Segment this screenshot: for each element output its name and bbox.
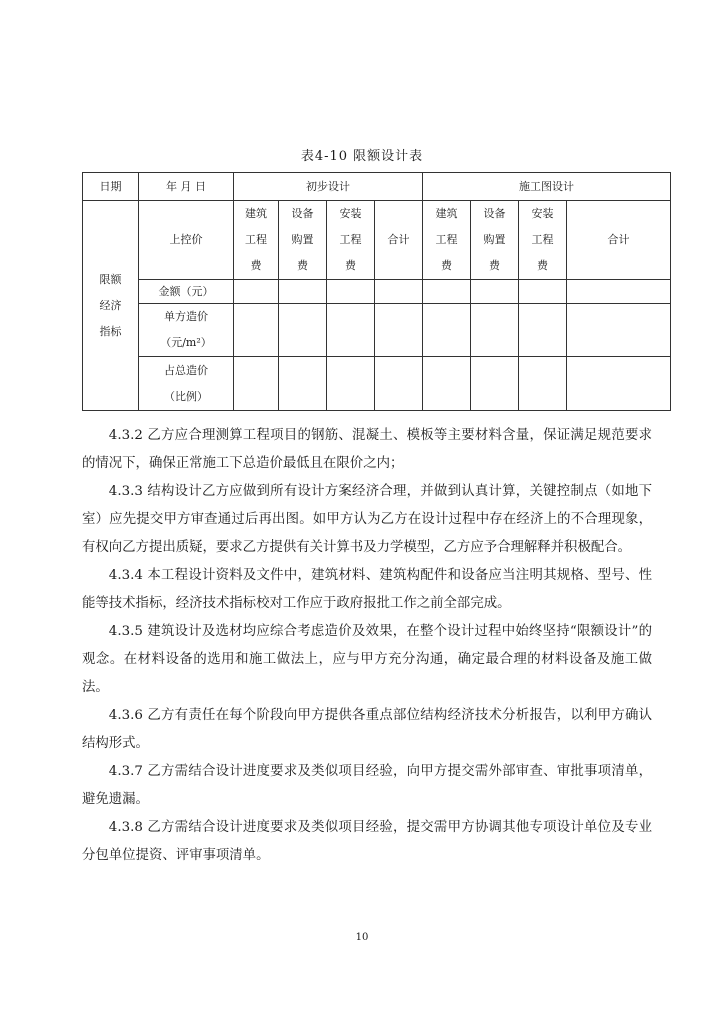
row-group-label: 限额 经济 指标 xyxy=(83,201,139,411)
clause-4-3-8: 4.3.8 乙方需结合设计进度要求及类似项目经验，提交需甲方协调其他专项设计单位及专业分包单位提资、评审事项清单。 xyxy=(82,820,652,863)
col-equipment-cost: 设备 购置 费 xyxy=(279,201,327,280)
table-title: 表4-10 限额设计表 xyxy=(300,149,424,164)
col-building-cost: 建筑 工程 费 xyxy=(234,201,279,280)
row-share-label: 占总造价 （比例） xyxy=(139,357,234,411)
row-amount-label: 金额（元） xyxy=(139,280,234,304)
stage-construction: 施工图设计 xyxy=(423,173,671,201)
limit-design-table xyxy=(82,172,671,411)
clause-4-3-7: 4.3.7 乙方需结合设计进度要求及类似项目经验，向甲方提交需外部审查、审批事项清单，避免遗漏。 xyxy=(82,764,652,807)
page-number: 10 xyxy=(355,932,369,943)
col-total: 合计 xyxy=(375,201,423,280)
upper-control-label: 上控价 xyxy=(139,201,234,280)
clause-4-3-4: 4.3.4 本工程设计资料及文件中，建筑材料、建筑构配件和设备应当注明其规格、型号、性能等技术指标，经济技术指标校对工作应于政府报批工作之前全部完成。 xyxy=(82,568,652,611)
stage-preliminary: 初步设计 xyxy=(234,173,423,201)
date-label: 日期 xyxy=(83,173,139,201)
col-equipment-cost-2: 设备 购置 费 xyxy=(471,201,519,280)
col-install-cost: 安装 工程 费 xyxy=(327,201,375,280)
clause-4-3-2: 4.3.2 乙方应合理测算工程项目的钢筋、混凝土、模板等主要材料含量，保证满足规范要求的情况下，确保正常施工下总造价最低且在限价之内； xyxy=(82,428,652,471)
clause-4-3-6: 4.3.6 乙方有责任在每个阶段向甲方提供各重点部位结构经济技术分析报告，以利甲方确认结构形式。 xyxy=(82,708,652,751)
row-unit-price-label: 单方造价 （元/m²） xyxy=(139,304,234,357)
col-building-cost-2: 建筑 工程 费 xyxy=(423,201,471,280)
col-total-2: 合计 xyxy=(567,201,671,280)
body-text xyxy=(82,422,652,870)
clause-4-3-3: 4.3.3 结构设计乙方应做到所有设计方案经济合理，并做到认真计算，关键控制点（如地下室）应先提交甲方审查通过后再出图。如甲方认为乙方在设计过程中存在经济上的不合理现象，有权向乙方提出质疑，要求乙方提供有关计算书及力学模型，乙方应予合理解释并积极配合。 xyxy=(82,484,652,555)
col-install-cost-2: 安装 工程 费 xyxy=(519,201,567,280)
clause-4-3-5: 4.3.5 建筑设计及选材均应综合考虑造价及效果，在整个设计过程中始终坚持“限额设计”的观念。在材料设备的选用和施工做法上，应与甲方充分沟通，确定最合理的材料设备及施工做法。 xyxy=(82,624,652,695)
ymd-label: 年 月 日 xyxy=(139,173,234,201)
